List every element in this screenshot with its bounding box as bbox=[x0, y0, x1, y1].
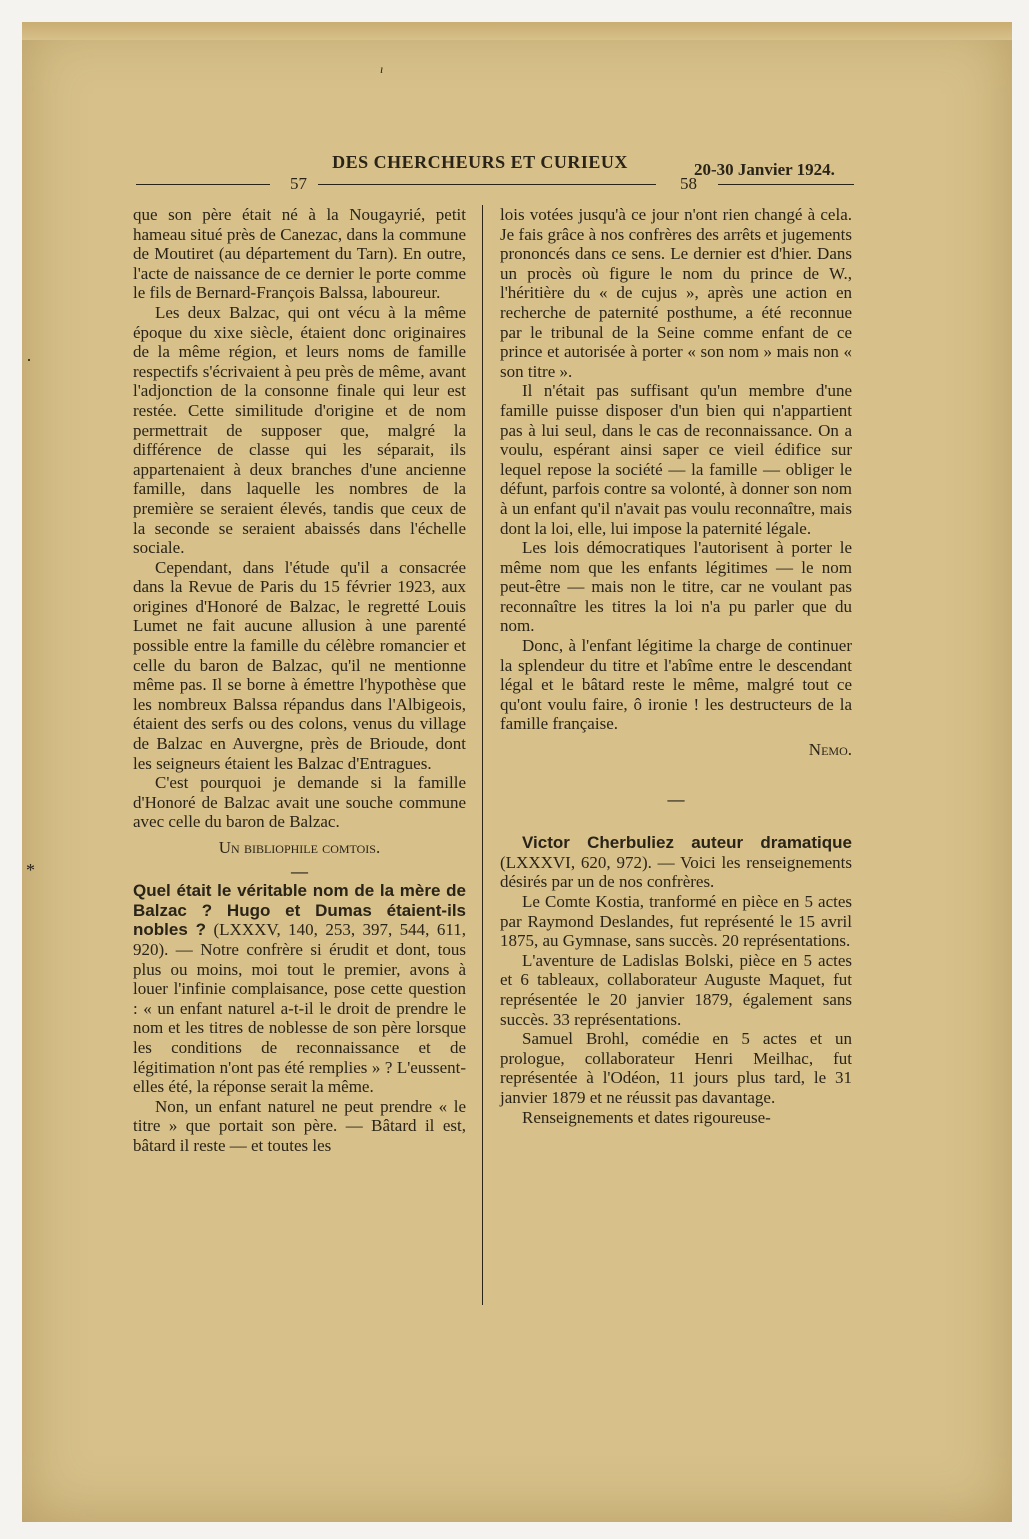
margin-mark: * bbox=[26, 860, 35, 880]
journal-title: DES CHERCHEURS ET CURIEUX bbox=[332, 152, 628, 172]
query-title: Quel était le véritable nom de la mère de Balzac ? Hugo et Dumas étaient-ils nobles ? bbox=[133, 881, 466, 940]
paragraph: Renseignements et dates rigoureuse- bbox=[522, 1107, 771, 1127]
paragraph: Donc, à l'enfant légitime la charge de continuer la splendeur du titre et l'abîme entre le descendant légal et le bâtard reste le même, malgré tout ce qu'ont voulu faire, ô ironie ! les destructeurs de la famille française. bbox=[500, 636, 852, 734]
query-entry bbox=[133, 881, 466, 1097]
signature: Un bibliophile comtois. bbox=[218, 838, 381, 857]
paragraph: Il n'était pas suffisant qu'un membre d'une famille puisse disposer d'un bien qui n'appartient pas à lui seul, dans le cas de reconnaissance. On a voulu, espérant ainsi saper ce vieil édifice sur lequel repose la société — la famille — obliger le défunt, parfois contre sa volonté, à donner son nom à un enfant qu'il n'avait pas voulu reconnaître, mais dont la loi, elle, lui impose la paternité légale. bbox=[500, 381, 852, 538]
paragraph: que son père était né à la Nougayrié, petit hameau situé près de Canezac, dans la commune de Moutiret (au département du Tarn). En outre, l'acte de naissance de ce dernier le porte comme le fils de Bernard-François Balssa, laboureur. bbox=[133, 205, 466, 303]
paragraph: Les deux Balzac, qui ont vécu à la même époque du xixe siècle, étaient donc originaires de la même région, et leurs noms de famille respectifs s'écrivaient à peu près de même, avant l'adjonction de la consonne finale qui leur est restée. Cette similitude d'origine et de nom permettrait de supposer que, malgré la différence de classe qui les séparait, ils appartenaient à deux branches d'une ancienne famille, dans laquelle les nombres de la première se seraient élevés, tandis que ceux de la seconde se seraient abaissés dans l'échelle sociale. bbox=[133, 302, 466, 558]
paragraph: Samuel Brohl, comédie en 5 actes et un prologue, collaborateur Henri Meilhac, fut représentée à l'Odéon, 11 jours plus tard, le 31 janvier 1879 et ne réussit pas davantage. bbox=[500, 1029, 852, 1107]
query-text: (LXXXVI, 620, 972). — Voici les renseignements désirés par un de nos confrères. bbox=[500, 852, 852, 892]
paragraph: L'aventure de Ladislas Bolski, pièce en 5 actes et 6 tableaux, collaborateur Auguste Maquet, fut représentée le 20 janvier 1879, également sans succès. 33 représentations. bbox=[500, 950, 852, 1029]
margin-mark: · bbox=[26, 350, 32, 370]
query-text: (LXXXV, 140, 253, 397, 544, 611, 920). — Notre confrère si érudit et dont, tous plus ou moins, moi tout le premier, avons à louer l'infinie complaisance, pose cette question : « un enfant naturel a-t-il le droit de prendre le nom et les titres de noblesse de son père lorsque les conditions de reconnaissance et de légitimation n'ont pas été remplies » ? L'eussent-elles été, la réponse serait la même. bbox=[133, 920, 466, 1097]
paragraph: lois votées jusqu'à ce jour n'ont rien changé à cela. Je fais grâce à nos confrères des arrêts et jugements prononcés dans ce sens. Le dernier est d'hier. Dans un procès où figure le nom du prince de W., l'héritière du « de cujus », après une action en recherche de paternité posthume, a été reconnue par le tribunal de la Seine comme enfant de ce prince et autorisée à porter « son nom » mais non « son titre ». bbox=[500, 205, 852, 381]
header-rule-left bbox=[136, 184, 270, 185]
signature: Nemo. bbox=[808, 740, 852, 760]
left-column bbox=[133, 205, 466, 1156]
header-rule-middle bbox=[318, 184, 656, 185]
separator-dash: — bbox=[291, 861, 308, 881]
stray-mark: ı bbox=[380, 62, 384, 76]
right-column bbox=[500, 205, 852, 1127]
column-divider bbox=[482, 205, 483, 1305]
paragraph: C'est pourquoi je demande si la famille d'Honoré de Balzac avait une souche commune avec celle du baron de Balzac. bbox=[133, 773, 466, 832]
paragraph: Non, un enfant naturel ne peut prendre « le titre » que portait son père. — Bâtard il est, bâtard il reste — et toutes les bbox=[133, 1096, 466, 1155]
issue-date: 20-30 Janvier 1924. bbox=[694, 160, 835, 179]
paragraph: Les lois démocratiques l'autorisent à porter le même nom que les enfants légitimes — le nom peut-être — mais non le titre, car ne voulant pas reconnaître les titres la loi n'a pu parler que du nom. bbox=[500, 538, 852, 636]
page-number-right: 58 bbox=[680, 174, 697, 193]
page-top-edge bbox=[22, 22, 1012, 40]
header-rule-right bbox=[718, 184, 854, 185]
query-entry bbox=[500, 833, 852, 892]
separator-dash: — bbox=[667, 789, 685, 809]
query-title: Victor Cherbuliez auteur dramatique bbox=[522, 833, 852, 853]
paragraph: Le Comte Kostia, tranformé en pièce en 5 actes par Raymond Deslandes, fut représenté le 15 avril 1875, au Gymnase, sans succès. 20 représentations. bbox=[500, 892, 852, 951]
paragraph: Cependant, dans l'étude qu'il a consacrée dans la Revue de Paris du 15 février 1923, aux origines d'Honoré de Balzac, le regretté Louis Lumet ne fait aucune allusion à une parenté possible entre la famille du célèbre romancier et celle du baron de Balzac, qu'il ne mentionne même pas. Il se borne à émettre l'hypothèse que les nombreux Balssa répandus dans l'Albigeois, étaient des serfs ou des colons, venus du village de Balzac en Auvergne, près de Brioude, dont les seigneurs étaient les Balzac d'Entragues. bbox=[133, 557, 466, 773]
page-number-left: 57 bbox=[290, 174, 307, 193]
